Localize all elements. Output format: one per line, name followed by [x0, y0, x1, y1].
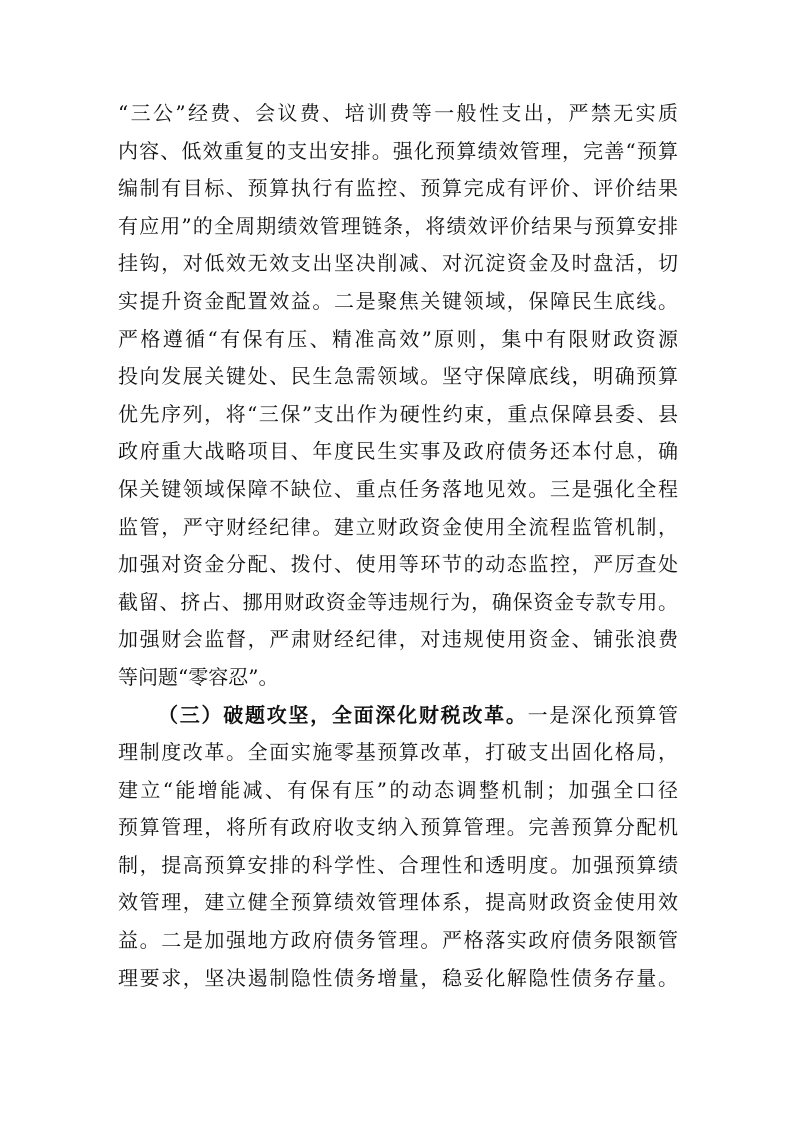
text-line: 有应用”的全周期绩效管理链条，将绩效评价结果与预算安排 [118, 213, 678, 238]
text-line: 加强财会监督，严肃财经纪律，对违规使用资金、铺张浪费 [118, 627, 678, 652]
text-line: 政府重大战略项目、年度民生实事及政府债务还本付息，确 [118, 439, 678, 464]
text-line: 加强对资金分配、拨付、使用等环节的动态监控，严厉查处 [118, 552, 678, 577]
text-line: 制，提高预算安排的科学性、合理性和透明度。加强预算绩 [118, 852, 678, 877]
text-line: 保关键领域保障不缺位、重点任务落地见效。三是强化全程 [118, 476, 678, 501]
text-line: 优先序列，将“三保”支出作为硬性约束，重点保障县委、县 [118, 401, 678, 426]
section-3-heading: （三）破题攻坚，全面深化财税改革。 [158, 702, 528, 727]
text-line: 预算管理，将所有政府收支纳入预算管理。完善预算分配机 [118, 815, 678, 840]
text-line: 截留、挤占、挪用财政资金等违规行为，确保资金专款专用。 [118, 589, 678, 614]
text-line: 益。二是加强地方政府债务管理。严格落实政府债务限额管 [118, 928, 678, 953]
text-line: 理制度改革。全面实施零基预算改革，打破支出固化格局， [118, 740, 678, 765]
text-line: 等问题“零容忍”。 [118, 664, 279, 689]
text-line: “三公”经费、会议费、培训费等一般性支出，严禁无实质 [118, 101, 678, 125]
text-line: 理要求，坚决遏制隐性债务增量，稳妥化解隐性债务存量。 [118, 965, 678, 990]
section-3-lead-text: 一是深化预算管 [527, 702, 679, 727]
section-3-first-line [118, 697, 678, 735]
body-text [118, 95, 678, 997]
text-line: 投向发展关键处、民生急需领域。坚守保障底线，明确预算 [118, 364, 678, 389]
text-line: 严格遵循“有保有压、精准高效”原则，集中有限财政资源 [118, 326, 678, 351]
text-line: 内容、低效重复的支出安排。强化预算绩效管理，完善“预算 [118, 138, 678, 163]
text-line: 编制有目标、预算执行有监控、预算完成有评价、评价结果 [118, 176, 678, 201]
text-line: 监管，严守财经纪律。建立财政资金使用全流程监管机制， [118, 514, 678, 539]
text-line: 建立“能增能减、有保有压”的动态调整机制；加强全口径 [118, 777, 678, 802]
text-line: 挂钩，对低效无效支出坚决削减、对沉淀资金及时盘活，切 [118, 251, 678, 276]
text-line: 效管理，建立健全预算绩效管理体系，提高财政资金使用效 [118, 890, 678, 915]
text-line: 实提升资金配置效益。二是聚焦关键领域，保障民生底线。 [118, 288, 678, 313]
